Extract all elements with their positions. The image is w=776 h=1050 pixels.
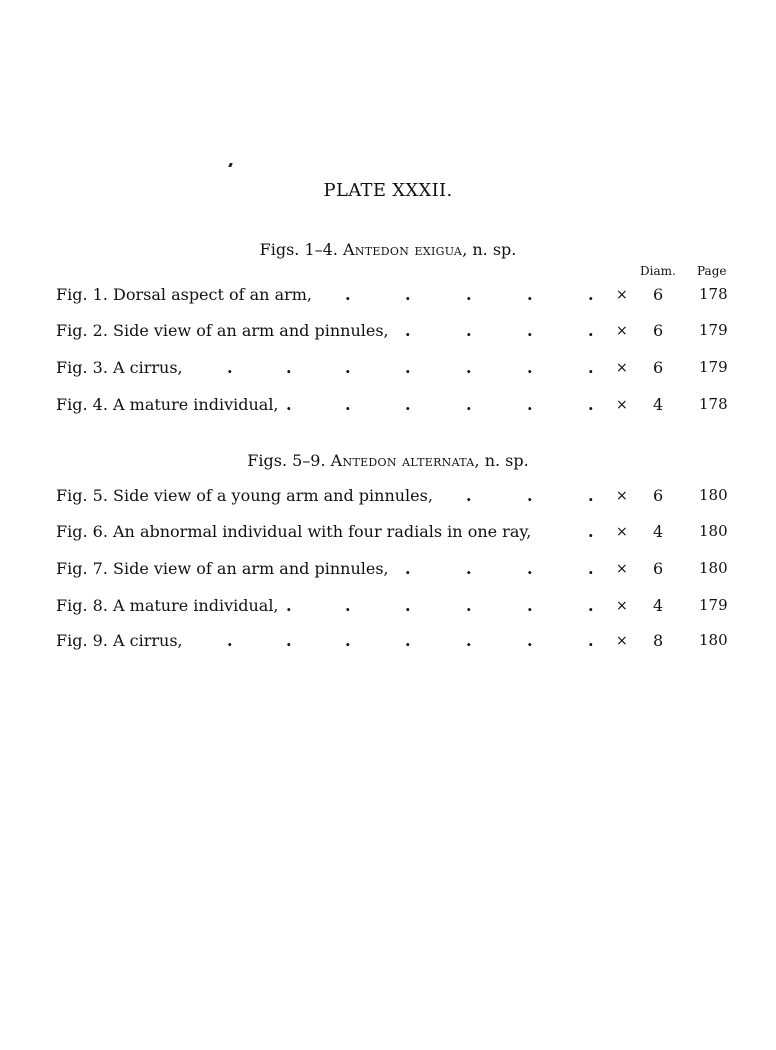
times-sign: × xyxy=(616,287,628,303)
figure-number: Fig. 6. xyxy=(56,522,108,541)
figure-row xyxy=(0,486,776,508)
leader-dot: . xyxy=(345,596,351,615)
leader-dot: . xyxy=(466,486,472,505)
figure-row xyxy=(0,631,776,653)
figure-row xyxy=(0,522,776,544)
times-sign: × xyxy=(616,488,628,504)
leader-dot: . xyxy=(588,522,594,541)
figure-row xyxy=(0,285,776,307)
leader-dot: . xyxy=(405,395,411,414)
leader-dot: . xyxy=(466,596,472,615)
leader-dot: . xyxy=(466,321,472,340)
section-heading-1 xyxy=(0,240,776,259)
figure-number: Fig. 8. xyxy=(56,596,108,615)
figure-description: Side view of an arm and pinnules, xyxy=(113,321,389,340)
times-sign: × xyxy=(616,360,628,376)
figure-number: Fig. 9. xyxy=(56,631,108,650)
page-number: 179 xyxy=(699,321,728,339)
times-sign: × xyxy=(616,598,628,614)
leader-dot: . xyxy=(527,596,533,615)
section-heading-species: Antedon exigua xyxy=(343,240,463,259)
leader-dot: . xyxy=(345,358,351,377)
leader-dot: . xyxy=(405,321,411,340)
leader-dot: . xyxy=(227,631,233,650)
page-number: 180 xyxy=(699,486,728,504)
stray-mark xyxy=(228,163,232,167)
leader-dot: . xyxy=(466,395,472,414)
page-number: 180 xyxy=(699,559,728,577)
page-number: 178 xyxy=(699,395,728,413)
diameter-value: 6 xyxy=(653,321,664,340)
figure-description: Side view of an arm and pinnules, xyxy=(113,559,389,578)
times-sign: × xyxy=(616,323,628,339)
leader-dot: . xyxy=(286,596,292,615)
figure-row xyxy=(0,596,776,618)
leader-dot: . xyxy=(588,559,594,578)
diameter-value: 6 xyxy=(653,285,664,304)
page-number: 179 xyxy=(699,358,728,376)
diameter-value: 6 xyxy=(653,486,664,505)
figure-number: Fig. 5. xyxy=(56,486,108,505)
figure-description: Side view of a young arm and pinnules, xyxy=(113,486,433,505)
diameter-value: 4 xyxy=(653,395,664,414)
figure-number: Fig. 1. xyxy=(56,285,108,304)
leader-dot: . xyxy=(345,631,351,650)
page-number: 180 xyxy=(699,522,728,540)
column-header-diam: Diam. xyxy=(640,264,676,278)
times-sign: × xyxy=(616,561,628,577)
section-heading-2 xyxy=(0,451,776,470)
leader-dot: . xyxy=(588,596,594,615)
figure-number: Fig. 2. xyxy=(56,321,108,340)
leader-dot: . xyxy=(405,596,411,615)
leader-dot: . xyxy=(405,285,411,304)
figure-description: A mature individual, xyxy=(113,395,279,414)
diameter-value: 4 xyxy=(653,596,664,615)
figure-description: A cirrus, xyxy=(113,631,183,650)
leader-dot: . xyxy=(466,559,472,578)
leader-dot: . xyxy=(527,631,533,650)
leader-dot: . xyxy=(405,358,411,377)
figure-description: Dorsal aspect of an arm, xyxy=(113,285,313,304)
leader-dot: . xyxy=(227,358,233,377)
figure-number: Fig. 7. xyxy=(56,559,108,578)
plate-title: PLATE XXXII. xyxy=(323,180,453,201)
leader-dot: . xyxy=(527,486,533,505)
figure-row xyxy=(0,559,776,581)
leader-dot: . xyxy=(286,395,292,414)
section-heading-prefix: Figs. 1–4. xyxy=(259,240,338,259)
page-number: 179 xyxy=(699,596,728,614)
page-number: 180 xyxy=(699,631,728,649)
figure-row xyxy=(0,358,776,380)
leader-dot: . xyxy=(286,631,292,650)
leader-dot: . xyxy=(345,285,351,304)
leader-dot: . xyxy=(466,358,472,377)
leader-dot: . xyxy=(588,358,594,377)
leader-dot: . xyxy=(527,559,533,578)
figure-description: A mature individual, xyxy=(113,596,279,615)
figure-description: An abnormal individual with four radials in one ray, xyxy=(113,522,532,541)
leader-dot: . xyxy=(405,631,411,650)
diameter-value: 6 xyxy=(653,358,664,377)
leader-dot: . xyxy=(527,395,533,414)
diameter-value: 8 xyxy=(653,631,664,650)
diameter-value: 6 xyxy=(653,559,664,578)
leader-dot: . xyxy=(466,631,472,650)
leader-dot: . xyxy=(345,395,351,414)
leader-dot: . xyxy=(588,321,594,340)
leader-dot: . xyxy=(588,631,594,650)
leader-dot: . xyxy=(527,321,533,340)
figure-row xyxy=(0,395,776,417)
leader-dot: . xyxy=(588,285,594,304)
leader-dot: . xyxy=(466,285,472,304)
section-heading-prefix: Figs. 5–9. xyxy=(247,451,326,470)
times-sign: × xyxy=(616,633,628,649)
section-heading-suffix: , n. sp. xyxy=(474,451,529,470)
figure-number: Fig. 4. xyxy=(56,395,108,414)
section-heading-suffix: , n. sp. xyxy=(462,240,517,259)
leader-dot: . xyxy=(588,395,594,414)
figure-description: A cirrus, xyxy=(113,358,183,377)
leader-dot: . xyxy=(527,285,533,304)
leader-dot: . xyxy=(286,358,292,377)
times-sign: × xyxy=(616,397,628,413)
figure-row xyxy=(0,321,776,343)
figure-number: Fig. 3. xyxy=(56,358,108,377)
column-header-page: Page xyxy=(697,264,727,278)
page-number: 178 xyxy=(699,285,728,303)
diameter-value: 4 xyxy=(653,522,664,541)
leader-dot: . xyxy=(588,486,594,505)
leader-dot: . xyxy=(405,559,411,578)
section-heading-species: Antedon alternata xyxy=(330,451,475,470)
times-sign: × xyxy=(616,524,628,540)
leader-dot: . xyxy=(527,358,533,377)
